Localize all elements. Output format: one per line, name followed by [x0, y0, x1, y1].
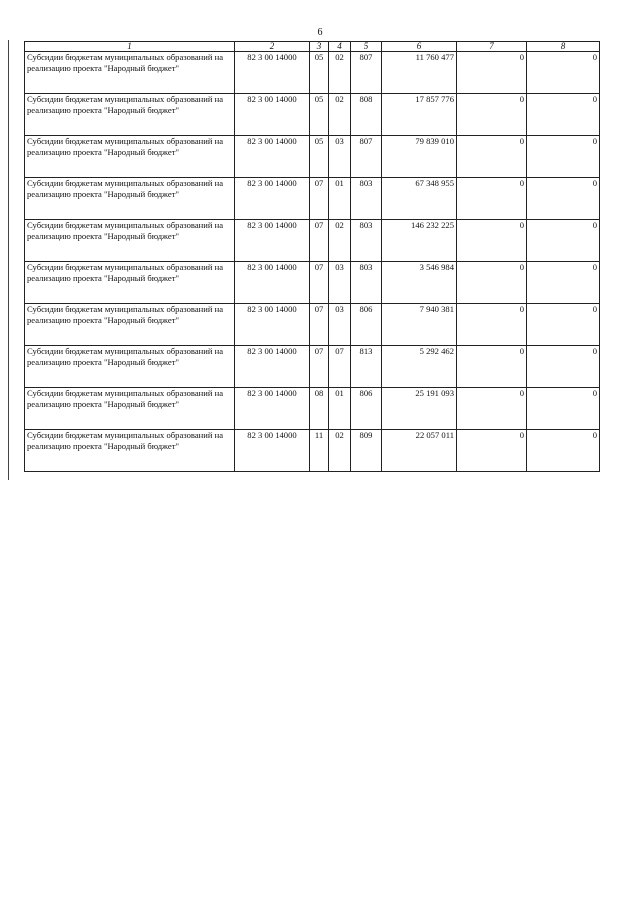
- table-row: [25, 430, 600, 472]
- header-col-3: 3: [310, 42, 329, 52]
- table-row: [25, 388, 600, 430]
- row-name: Субсидии бюджетам муниципальных образований на реализацию проекта "Народный бюджет": [25, 304, 235, 346]
- row-amount: 22 057 011: [382, 430, 457, 472]
- row-col8: 0: [527, 220, 600, 262]
- row-col8: 0: [527, 94, 600, 136]
- budget-table-container: [24, 41, 600, 472]
- row-section: 07: [310, 346, 329, 388]
- row-col7: 0: [457, 52, 527, 94]
- row-col8: 0: [527, 388, 600, 430]
- row-type: 803: [351, 220, 382, 262]
- header-col-2: 2: [235, 42, 310, 52]
- row-target-code: 82 3 00 14000: [235, 220, 310, 262]
- row-col7: 0: [457, 178, 527, 220]
- header-col-8: 8: [527, 42, 600, 52]
- row-section: 11: [310, 430, 329, 472]
- row-col8: 0: [527, 430, 600, 472]
- row-col7: 0: [457, 136, 527, 178]
- row-type: 806: [351, 304, 382, 346]
- table-row: [25, 52, 600, 94]
- header-col-6: 6: [382, 42, 457, 52]
- row-name: Субсидии бюджетам муниципальных образований на реализацию проекта "Народный бюджет": [25, 388, 235, 430]
- header-col-5: 5: [351, 42, 382, 52]
- row-target-code: 82 3 00 14000: [235, 346, 310, 388]
- row-target-code: 82 3 00 14000: [235, 94, 310, 136]
- row-name: Субсидии бюджетам муниципальных образований на реализацию проекта "Народный бюджет": [25, 346, 235, 388]
- row-section: 07: [310, 304, 329, 346]
- row-type: 808: [351, 94, 382, 136]
- row-col7: 0: [457, 430, 527, 472]
- row-type: 806: [351, 388, 382, 430]
- row-name: Субсидии бюджетам муниципальных образований на реализацию проекта "Народный бюджет": [25, 262, 235, 304]
- row-target-code: 82 3 00 14000: [235, 304, 310, 346]
- row-col8: 0: [527, 178, 600, 220]
- row-amount: 25 191 093: [382, 388, 457, 430]
- row-subsection: 03: [329, 304, 351, 346]
- row-amount: 3 546 984: [382, 262, 457, 304]
- row-amount: 7 940 381: [382, 304, 457, 346]
- row-section: 07: [310, 262, 329, 304]
- row-col8: 0: [527, 136, 600, 178]
- header-row: [25, 42, 600, 52]
- row-target-code: 82 3 00 14000: [235, 52, 310, 94]
- table-row: [25, 94, 600, 136]
- row-type: 807: [351, 52, 382, 94]
- row-amount: 79 839 010: [382, 136, 457, 178]
- row-target-code: 82 3 00 14000: [235, 388, 310, 430]
- header-col-1: 1: [25, 42, 235, 52]
- row-name: Субсидии бюджетам муниципальных образований на реализацию проекта "Народный бюджет": [25, 136, 235, 178]
- row-subsection: 02: [329, 430, 351, 472]
- table-row: [25, 178, 600, 220]
- row-col8: 0: [527, 346, 600, 388]
- row-type: 803: [351, 178, 382, 220]
- row-col7: 0: [457, 304, 527, 346]
- row-type: 809: [351, 430, 382, 472]
- row-subsection: 03: [329, 262, 351, 304]
- row-name: Субсидии бюджетам муниципальных образований на реализацию проекта "Народный бюджет": [25, 178, 235, 220]
- row-section: 07: [310, 220, 329, 262]
- row-type: 813: [351, 346, 382, 388]
- row-col7: 0: [457, 346, 527, 388]
- row-subsection: 02: [329, 220, 351, 262]
- row-name: Субсидии бюджетам муниципальных образований на реализацию проекта "Народный бюджет": [25, 220, 235, 262]
- row-amount: 146 232 225: [382, 220, 457, 262]
- row-subsection: 03: [329, 136, 351, 178]
- row-col7: 0: [457, 262, 527, 304]
- row-section: 05: [310, 136, 329, 178]
- row-target-code: 82 3 00 14000: [235, 178, 310, 220]
- row-section: 08: [310, 388, 329, 430]
- row-col8: 0: [527, 304, 600, 346]
- table-row: [25, 262, 600, 304]
- row-amount: 11 760 477: [382, 52, 457, 94]
- row-target-code: 82 3 00 14000: [235, 262, 310, 304]
- row-type: 807: [351, 136, 382, 178]
- row-section: 07: [310, 178, 329, 220]
- row-type: 803: [351, 262, 382, 304]
- table-row: [25, 136, 600, 178]
- row-amount: 5 292 462: [382, 346, 457, 388]
- table-row: [25, 346, 600, 388]
- header-col-4: 4: [329, 42, 351, 52]
- row-name: Субсидии бюджетам муниципальных образований на реализацию проекта "Народный бюджет": [25, 94, 235, 136]
- row-subsection: 01: [329, 388, 351, 430]
- row-subsection: 01: [329, 178, 351, 220]
- row-target-code: 82 3 00 14000: [235, 136, 310, 178]
- row-name: Субсидии бюджетам муниципальных образований на реализацию проекта "Народный бюджет": [25, 52, 235, 94]
- page-number: 6: [317, 27, 323, 38]
- row-col7: 0: [457, 94, 527, 136]
- row-section: 05: [310, 52, 329, 94]
- row-section: 05: [310, 94, 329, 136]
- header-col-7: 7: [457, 42, 527, 52]
- row-amount: 17 857 776: [382, 94, 457, 136]
- table-row: [25, 304, 600, 346]
- row-name: Субсидии бюджетам муниципальных образований на реализацию проекта "Народный бюджет": [25, 430, 235, 472]
- row-subsection: 07: [329, 346, 351, 388]
- scan-edge-line: [8, 40, 9, 480]
- table-row: [25, 220, 600, 262]
- row-col8: 0: [527, 262, 600, 304]
- row-subsection: 02: [329, 52, 351, 94]
- row-amount: 67 348 955: [382, 178, 457, 220]
- row-target-code: 82 3 00 14000: [235, 430, 310, 472]
- row-col8: 0: [527, 52, 600, 94]
- row-col7: 0: [457, 220, 527, 262]
- row-col7: 0: [457, 388, 527, 430]
- row-subsection: 02: [329, 94, 351, 136]
- budget-table: [24, 41, 600, 472]
